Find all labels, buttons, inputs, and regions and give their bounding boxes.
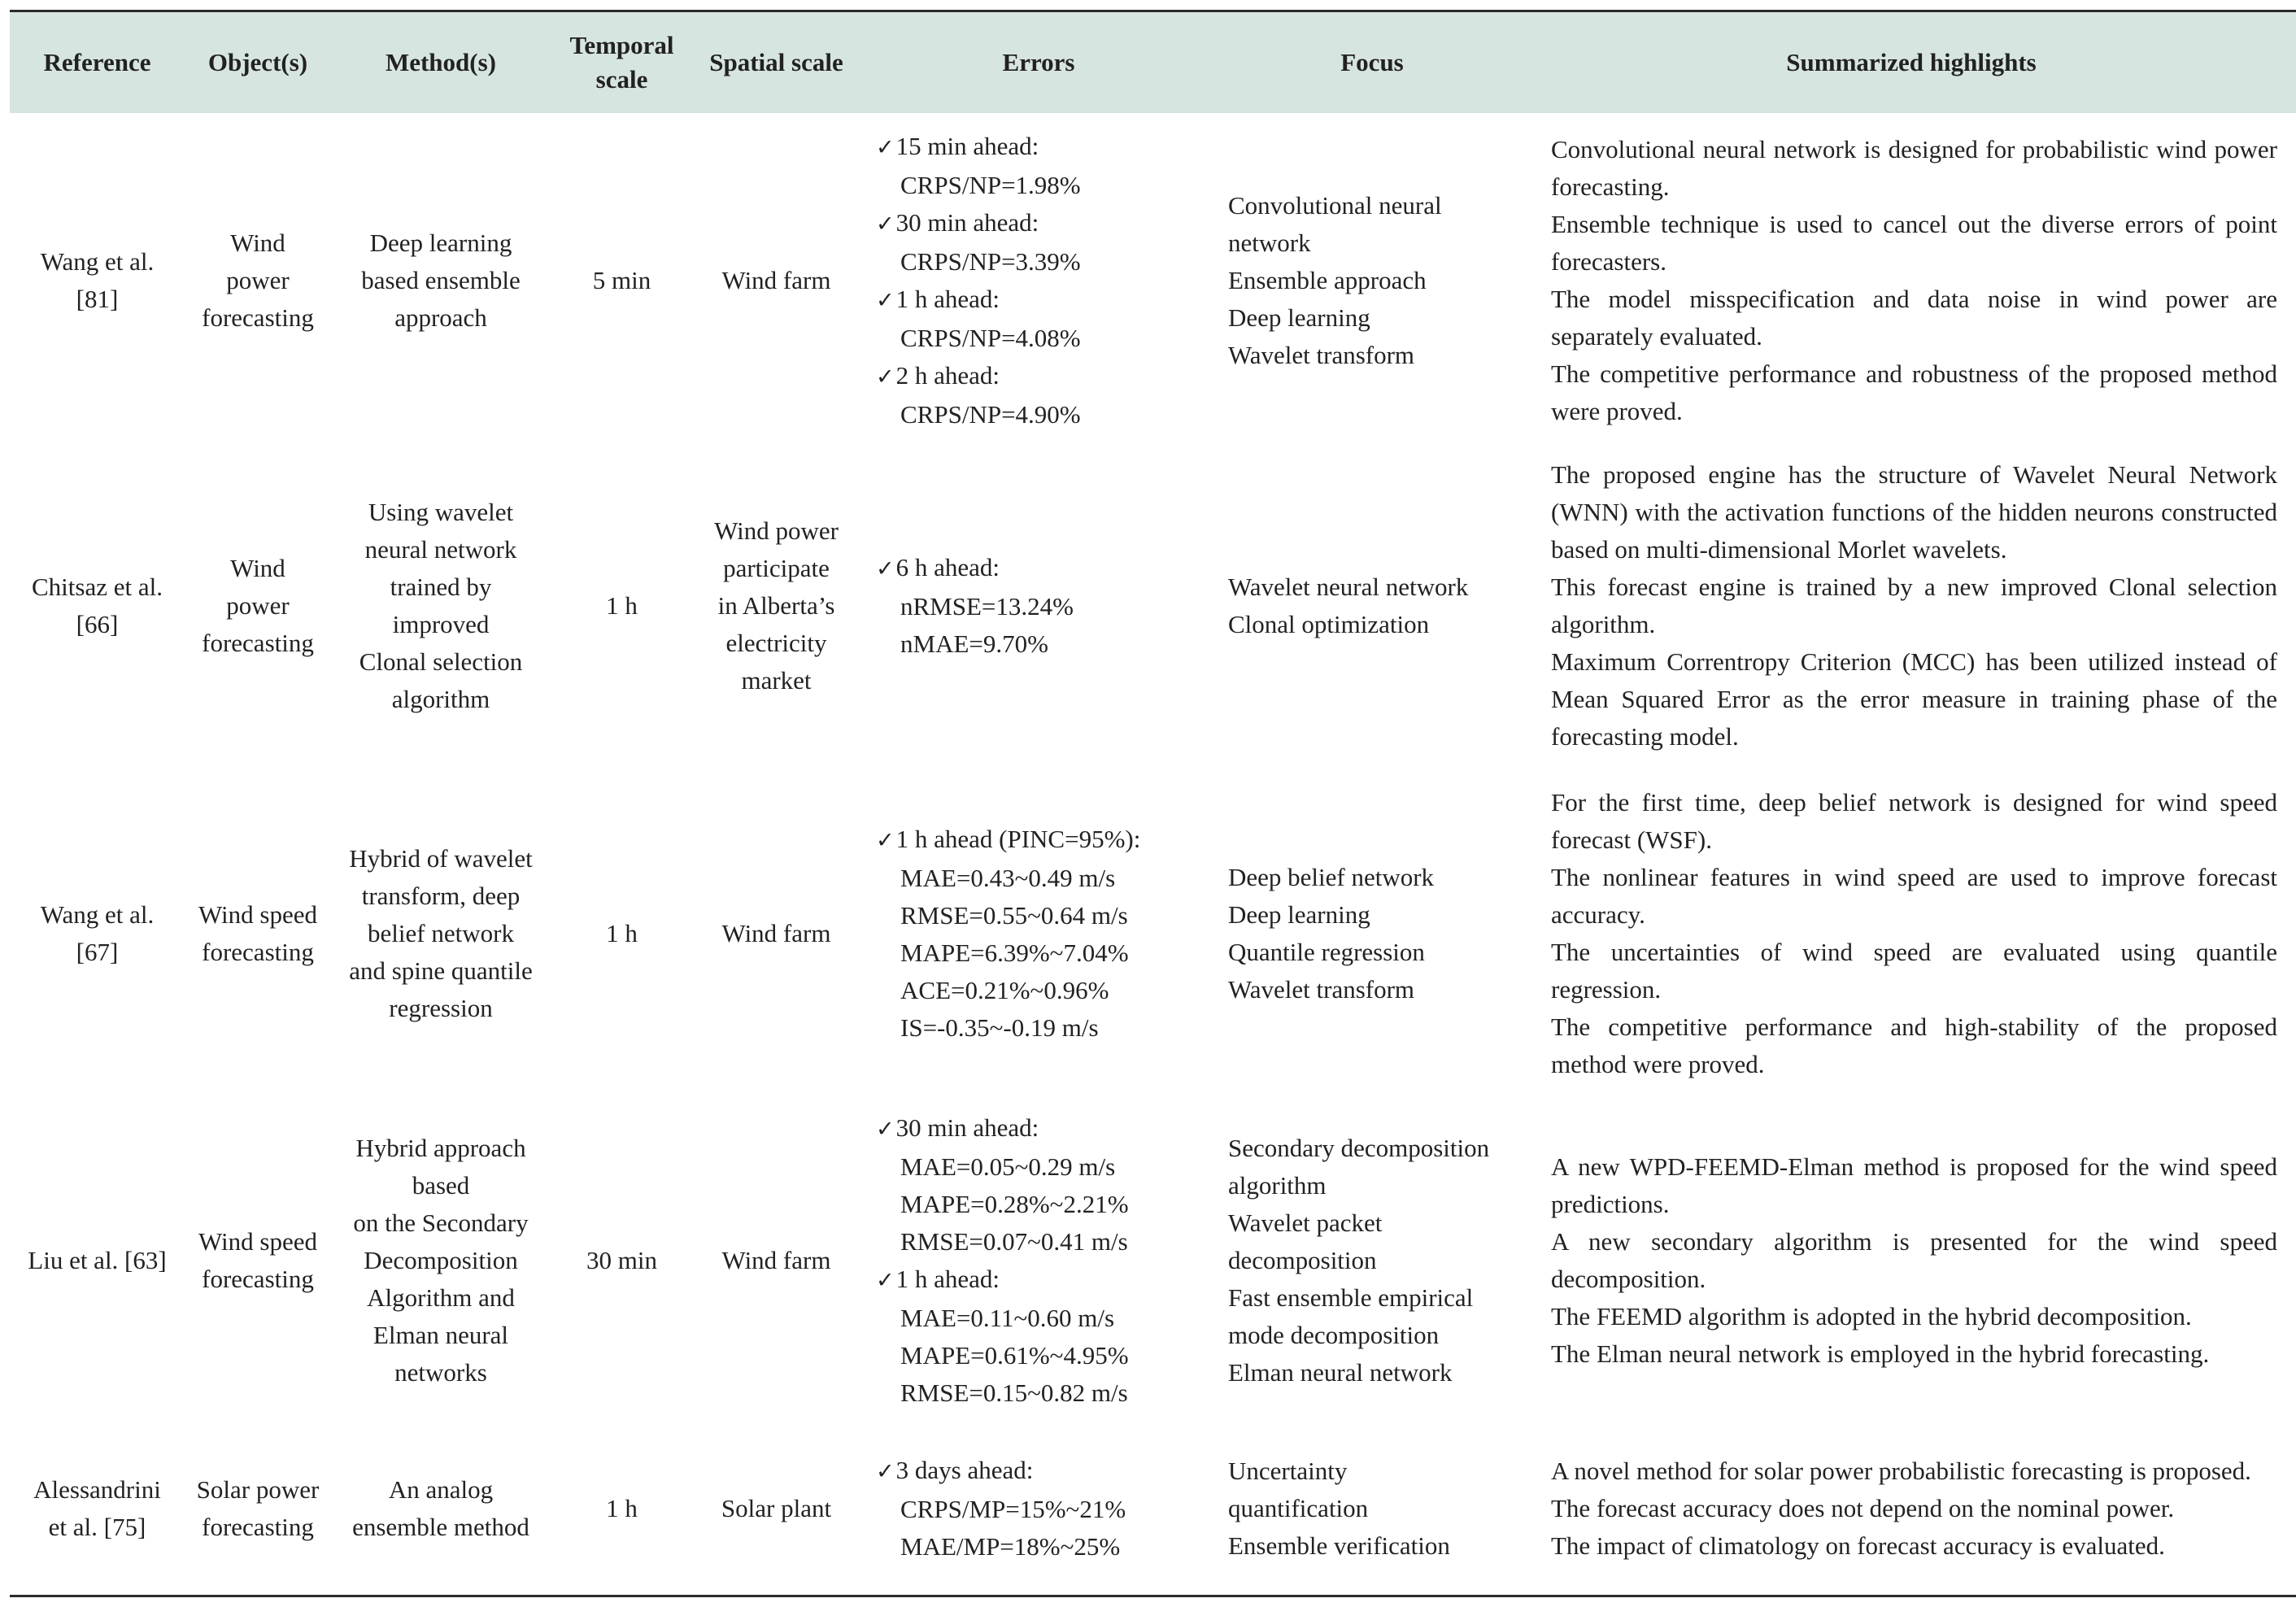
cell-focus [1228,443,1523,769]
highlight-sentence: The model misspecification and data noise in wind power are separately evaluated. [1551,285,2277,351]
methods-line: transform, deep [361,881,521,910]
header-spatial-scale: Spatial scale [709,48,843,76]
cell-objects [185,1427,331,1590]
methods-line: Algorithm and [367,1283,515,1312]
error-value: RMSE=0.07~0.41 m/s [900,1227,1128,1256]
focus-line: Deep belief network [1228,862,1435,891]
focus-line: Wavelet transform [1228,974,1415,1004]
spatial-line: Wind farm [721,266,831,294]
header-methods: Method(s) [385,48,497,76]
error-group [876,1109,1129,1261]
focus-line: Clonal optimization [1228,610,1430,638]
cell-errors [876,443,1218,769]
temporal-value: 1 h [606,1494,638,1522]
methods-line: regression [389,993,493,1022]
temporal-value: 1 h [606,918,638,947]
highlight-sentence: The competitive performance and high-stability of the proposed method were proved. [1551,1012,2277,1078]
objects-line: forecasting [202,303,314,332]
error-group [876,1452,1126,1566]
spatial-line: market [741,666,812,695]
objects-line: forecasting [202,937,314,966]
reference-line: [81] [76,285,119,313]
error-value: IS=-0.35~-0.19 m/s [900,1013,1099,1042]
highlight-sentence: Ensemble technique is used to cancel out the diverse errors of point forecasters. [1551,210,2277,276]
methods-line: approach [394,303,487,332]
cell-spatial [693,443,860,769]
cell-reference [10,443,185,769]
temporal-value: 1 h [606,591,638,620]
objects-line: power [226,266,290,294]
cell-methods [331,773,551,1094]
focus-line: Ensemble verification [1228,1531,1450,1560]
error-value: CRPS/MP=15%~21% [900,1495,1126,1523]
methods-line: Deep learning [369,229,512,257]
cell-errors [876,1098,1218,1423]
objects-line: Wind [230,554,285,582]
cell-methods [331,443,551,769]
focus-line: Convolutional neural [1228,191,1442,220]
highlight-sentence: Convolutional neural network is designed for probabilistic wind power forecasting. [1551,135,2277,201]
reference-line: Alessandrini [33,1475,161,1504]
error-value: CRPS/NP=4.90% [900,400,1081,429]
cell-reference [10,122,185,439]
error-horizon: ✓ 30 min ahead: [876,204,1081,243]
cell-reference [10,1427,185,1590]
cell-spatial [693,1098,860,1423]
error-group [876,281,1081,357]
reference-line: Wang et al. [40,899,155,929]
temporal-value: 30 min [586,1246,657,1274]
reference-line: Liu et al. [63] [28,1246,167,1274]
highlight-sentence: The impact of climatology on forecast accuracy is evaluated. [1551,1531,2165,1560]
cell-errors [876,1427,1218,1590]
highlight-sentence: The uncertainties of wind speed are evaluated using quantile regression. [1551,937,2277,1004]
spatial-line: Wind power [714,516,839,545]
highlight-sentence: Maximum Correntropy Criterion (MCC) has been utilized instead of Mean Squared Error as the error measure in training phase of the forecasting model. [1551,647,2277,751]
error-value: CRPS/NP=4.08% [900,324,1081,352]
error-horizon: ✓ 1 h ahead (PINC=95%): [876,821,1140,860]
highlight-sentence: A new secondary algorithm is presented for the wind speed decomposition. [1551,1227,2277,1293]
spatial-line: Wind farm [721,1246,831,1274]
reference-line: et al. [75] [48,1513,146,1541]
spatial-line: participate [723,554,830,582]
header-highlights: Summarized highlights [1786,48,2037,76]
error-value: MAPE=6.39%~7.04% [900,938,1129,967]
error-value: MAE=0.11~0.60 m/s [900,1304,1115,1332]
cell-objects [185,1098,331,1423]
error-value: MAE=0.43~0.49 m/s [900,863,1116,892]
header-focus: Focus [1340,48,1404,76]
reference-line: [66] [76,610,119,638]
error-group [876,1261,1129,1412]
focus-line: Quantile regression [1228,937,1425,966]
cell-spatial [693,773,860,1094]
focus-line: Wavelet packet [1228,1209,1383,1237]
methods-line: ensemble method [352,1513,529,1541]
error-horizon: ✓ 15 min ahead: [876,128,1081,167]
header-objects: Object(s) [207,48,308,76]
focus-line: quantification [1228,1494,1369,1522]
focus-line: Secondary decomposition [1228,1134,1490,1162]
highlight-sentence: This forecast engine is trained by a new improved Clonal selection algorithm. [1551,573,2277,638]
cell-spatial [693,1427,860,1590]
cell-focus [1228,1427,1523,1590]
cell-methods [331,122,551,439]
cell-reference [10,1098,185,1423]
error-value: CRPS/NP=3.39% [900,247,1081,276]
error-group [876,357,1081,433]
cell-highlights [1551,773,2277,1094]
methods-line: An analog [388,1475,494,1504]
cell-highlights [1551,443,2277,769]
highlight-sentence: The FEEMD algorithm is adopted in the hybrid decomposition. [1551,1302,2192,1330]
methods-line: trained by [390,573,492,601]
error-value: MAPE=0.61%~4.95% [900,1341,1129,1370]
cell-focus [1228,122,1523,439]
focus-line: Deep learning [1228,303,1370,332]
cell-errors [876,122,1218,439]
error-value: RMSE=0.55~0.64 m/s [900,900,1128,930]
header-temporal-scale [551,12,693,113]
objects-line: Wind speed [198,1227,317,1256]
highlight-sentence: The competitive performance and robustness of the proposed method were proved. [1551,359,2277,425]
highlight-sentence: The proposed engine has the structure of Wavelet Neural Network (WNN) with the activation functions of the hidden neurons constructed based on multi-dimensional Morlet wavelets. [1551,460,2277,564]
cell-objects [185,773,331,1094]
objects-line: Solar power [196,1475,320,1504]
focus-line: Deep learning [1228,899,1370,929]
error-value: CRPS/NP=1.98% [900,171,1081,199]
error-value: MAE=0.05~0.29 m/s [900,1152,1116,1181]
spatial-line: Wind farm [721,918,831,947]
focus-line: Ensemble approach [1228,266,1427,294]
reference-line: [67] [76,937,119,966]
focus-line: Elman neural network [1228,1358,1453,1387]
methods-line: algorithm [391,685,490,713]
methods-line: Elman neural [373,1321,509,1349]
objects-line: power [226,591,290,620]
cell-temporal [551,122,693,439]
error-value: MAE/MP=18%~25% [900,1532,1121,1561]
cell-temporal [551,1427,693,1590]
focus-line: Uncertainty [1228,1457,1348,1485]
error-value: RMSE=0.15~0.82 m/s [900,1378,1128,1407]
error-group [876,549,1074,663]
cell-methods [331,1427,551,1590]
table-bottom-rule [10,1595,2296,1597]
spatial-line: electricity [725,629,827,657]
cell-temporal [551,1098,693,1423]
cell-focus [1228,773,1523,1094]
methods-line: on the Secondary [353,1209,529,1237]
cell-highlights [1551,1427,2277,1590]
highlight-sentence: The forecast accuracy does not depend on the nominal power. [1551,1494,2175,1522]
methods-line: Using wavelet [368,498,514,526]
cell-objects [185,122,331,439]
focus-line: Fast ensemble empirical [1228,1283,1474,1312]
focus-line: algorithm [1228,1171,1327,1200]
error-value: nMAE=9.70% [900,629,1048,658]
cell-focus [1228,1098,1523,1423]
error-value: MAPE=0.28%~2.21% [900,1190,1129,1218]
focus-line: Wavelet neural network [1228,573,1469,601]
methods-line: based [412,1171,470,1200]
highlight-sentence: For the first time, deep belief network is designed for wind speed forecast (WSF). [1551,787,2277,854]
temporal-value: 5 min [592,266,651,294]
error-horizon: ✓ 6 h ahead: [876,549,1074,588]
methods-line: neural network [364,535,517,564]
objects-line: forecasting [202,1265,314,1293]
cell-objects [185,443,331,769]
highlight-sentence: The Elman neural network is employed in the hybrid forecasting. [1551,1339,2210,1368]
methods-line: based ensemble [361,266,521,294]
error-group [876,128,1081,204]
highlight-sentence: A new WPD-FEEMD-Elman method is proposed for the wind speed predictions. [1551,1152,2277,1218]
methods-line: Decomposition [364,1246,518,1274]
header-temporal-line2: scale [595,65,648,94]
focus-line: network [1228,229,1311,257]
methods-line: improved [392,610,490,638]
header-reference: Reference [43,48,151,76]
cell-temporal [551,773,693,1094]
spatial-line: in Alberta’s [717,591,835,620]
objects-line: forecasting [202,1513,314,1541]
methods-line: networks [394,1358,487,1387]
reference-line: Wang et al. [40,247,155,276]
cell-methods [331,1098,551,1423]
cell-highlights [1551,1098,2277,1423]
methods-line: belief network [368,918,514,947]
header-errors: Errors [1002,48,1075,76]
methods-line: Hybrid approach [355,1134,526,1162]
error-horizon: ✓ 1 h ahead: [876,281,1081,320]
error-horizon: ✓ 2 h ahead: [876,357,1081,396]
objects-line: Wind [230,229,285,257]
error-horizon: ✓ 1 h ahead: [876,1261,1129,1300]
error-group [876,821,1140,1047]
error-horizon: ✓ 30 min ahead: [876,1109,1129,1148]
reference-line: Chitsaz et al. [32,573,163,601]
cell-temporal [551,443,693,769]
methods-line: Clonal selection [359,647,523,676]
error-value: nRMSE=13.24% [900,592,1074,621]
methods-line: and spine quantile [349,956,533,985]
highlight-sentence: The nonlinear features in wind speed are used to improve forecast accuracy. [1551,862,2277,929]
header-temporal-line1: Temporal [569,31,674,59]
cell-reference [10,773,185,1094]
objects-line: forecasting [202,629,314,657]
spatial-line: Solar plant [721,1494,832,1522]
focus-line: Wavelet transform [1228,341,1415,369]
error-horizon: ✓ 3 days ahead: [876,1452,1126,1491]
highlight-sentence: A novel method for solar power probabilistic forecasting is proposed. [1551,1457,2251,1485]
cell-spatial [693,122,860,439]
cell-errors [876,773,1218,1094]
focus-line: decomposition [1228,1246,1377,1274]
error-value: ACE=0.21%~0.96% [900,975,1109,1004]
focus-line: mode decomposition [1228,1321,1440,1349]
methods-line: Hybrid of wavelet [349,843,533,873]
error-group [876,204,1081,281]
objects-line: Wind speed [198,899,317,929]
cell-highlights [1551,122,2277,439]
